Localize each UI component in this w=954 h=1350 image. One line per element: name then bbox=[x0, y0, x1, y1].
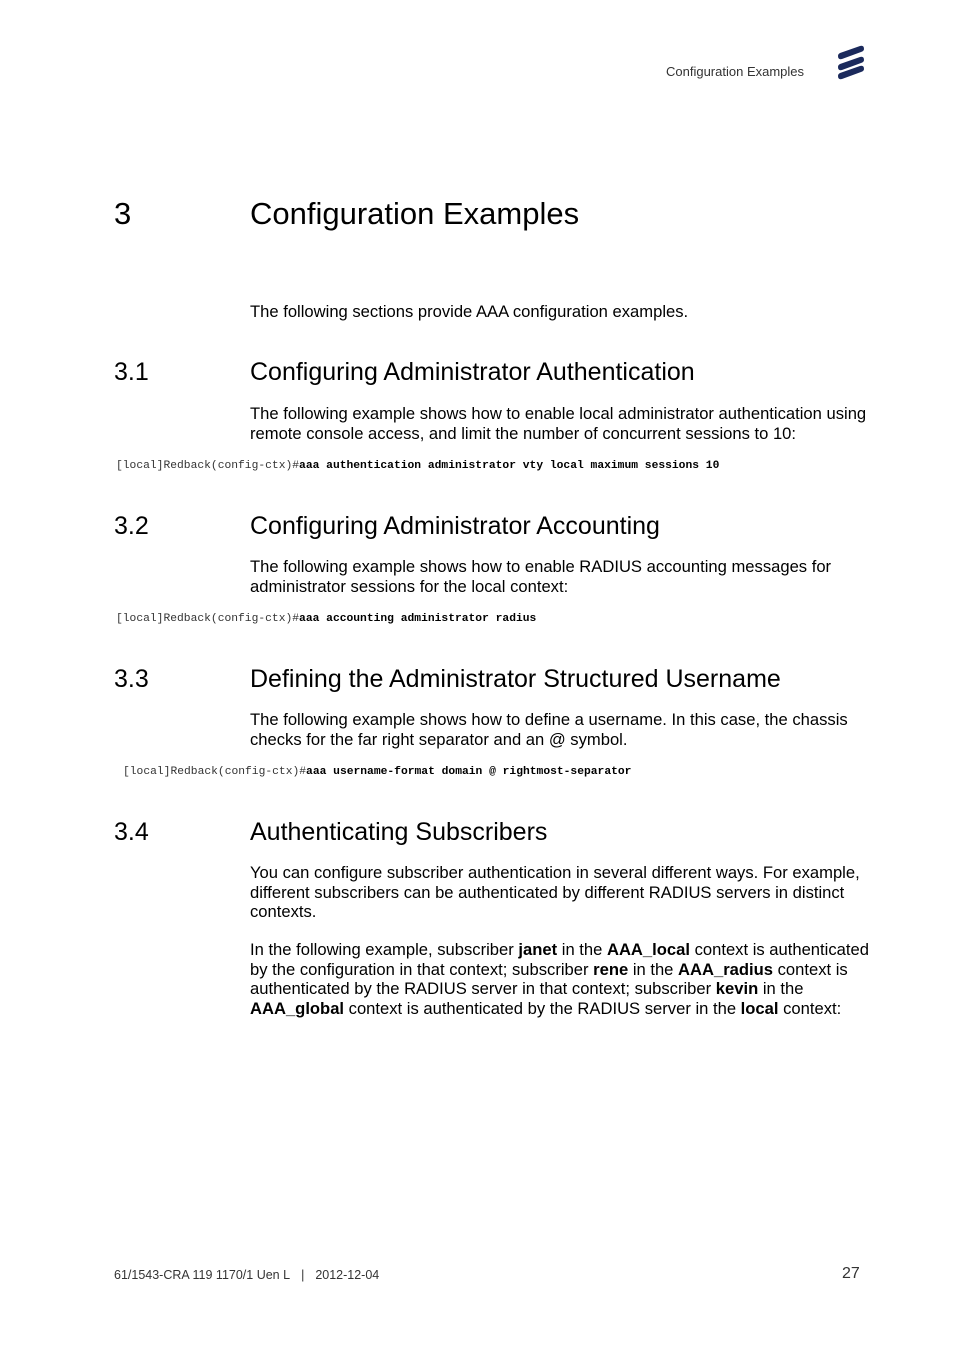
text-run: context is authenticated by the RADIUS server in that context; subscriber bbox=[250, 959, 848, 998]
chapter-intro: The following sections provide AAA configuration examples. bbox=[250, 302, 689, 321]
ericsson-logo-icon bbox=[836, 44, 866, 80]
context-name: AAA_radius bbox=[678, 959, 774, 979]
page-number: 27 bbox=[842, 1265, 860, 1282]
subscriber-name: rene bbox=[593, 959, 629, 979]
text-run: In the following example, subscriber bbox=[250, 940, 519, 959]
text-run: in the bbox=[628, 959, 679, 979]
text-run: context is authenticated by the RADIUS server in the bbox=[344, 998, 741, 1018]
section-paragraph: The following example shows how to enable local administrator authentication using remote console access, and limit the number of concurrent sessions to 10: bbox=[250, 404, 867, 443]
code-command: aaa authentication administrator vty local maximum sessions 10 bbox=[299, 460, 720, 472]
footer-document-info bbox=[114, 1268, 379, 1282]
running-header-title: Configuration Examples bbox=[666, 64, 805, 79]
chapter-title: Configuration Examples bbox=[250, 196, 580, 231]
code-prompt: [local]Redback(config-ctx)# bbox=[123, 766, 307, 778]
code-command: aaa accounting administrator radius bbox=[299, 613, 537, 625]
footer-separator: | bbox=[301, 1268, 305, 1282]
section-title: Authenticating Subscribers bbox=[250, 818, 548, 846]
code-example bbox=[123, 766, 631, 778]
text-run: context: bbox=[778, 998, 842, 1018]
section-number: 3.4 bbox=[114, 818, 149, 846]
subscriber-name: kevin bbox=[715, 979, 759, 998]
section-paragraph: The following example shows how to define a username. In this case, the chassis checks for the far right separator and an @ symbol. bbox=[250, 710, 848, 749]
text-run: in the bbox=[557, 940, 607, 959]
section-number: 3.3 bbox=[114, 665, 149, 693]
text-run: context is authenticated by the configuration in that context; subscriber bbox=[250, 940, 869, 979]
section-paragraph-example bbox=[250, 940, 875, 1018]
section-paragraph: The following example shows how to enable RADIUS accounting messages for administrator sessions for the local context: bbox=[250, 557, 832, 596]
code-example bbox=[116, 613, 536, 625]
section-number: 3.1 bbox=[114, 358, 149, 386]
section-title: Defining the Administrator Structured Username bbox=[250, 665, 781, 693]
section-title: Configuring Administrator Accounting bbox=[250, 512, 660, 540]
context-name: local bbox=[740, 998, 779, 1018]
context-name: AAA_local bbox=[606, 940, 690, 959]
document-number: 61/1543-CRA 119 1170/1 Uen L bbox=[114, 1268, 291, 1282]
code-prompt: [local]Redback(config-ctx)# bbox=[116, 613, 300, 625]
context-name: AAA_global bbox=[250, 998, 345, 1018]
section-number: 3.2 bbox=[114, 512, 149, 540]
section-paragraph: You can configure subscriber authentication in several different ways. For example, different subscribers can be authenticated by different RADIUS servers in distinct contexts. bbox=[250, 863, 860, 921]
chapter-number: 3 bbox=[114, 196, 132, 231]
text-run: in the bbox=[758, 979, 804, 998]
code-example bbox=[116, 460, 719, 472]
code-command: aaa username-format domain @ rightmost-separator bbox=[306, 766, 632, 778]
subscriber-name: janet bbox=[518, 940, 558, 959]
code-prompt: [local]Redback(config-ctx)# bbox=[116, 460, 300, 472]
section-title: Configuring Administrator Authentication bbox=[250, 358, 695, 386]
document-date: 2012-12-04 bbox=[315, 1268, 380, 1282]
